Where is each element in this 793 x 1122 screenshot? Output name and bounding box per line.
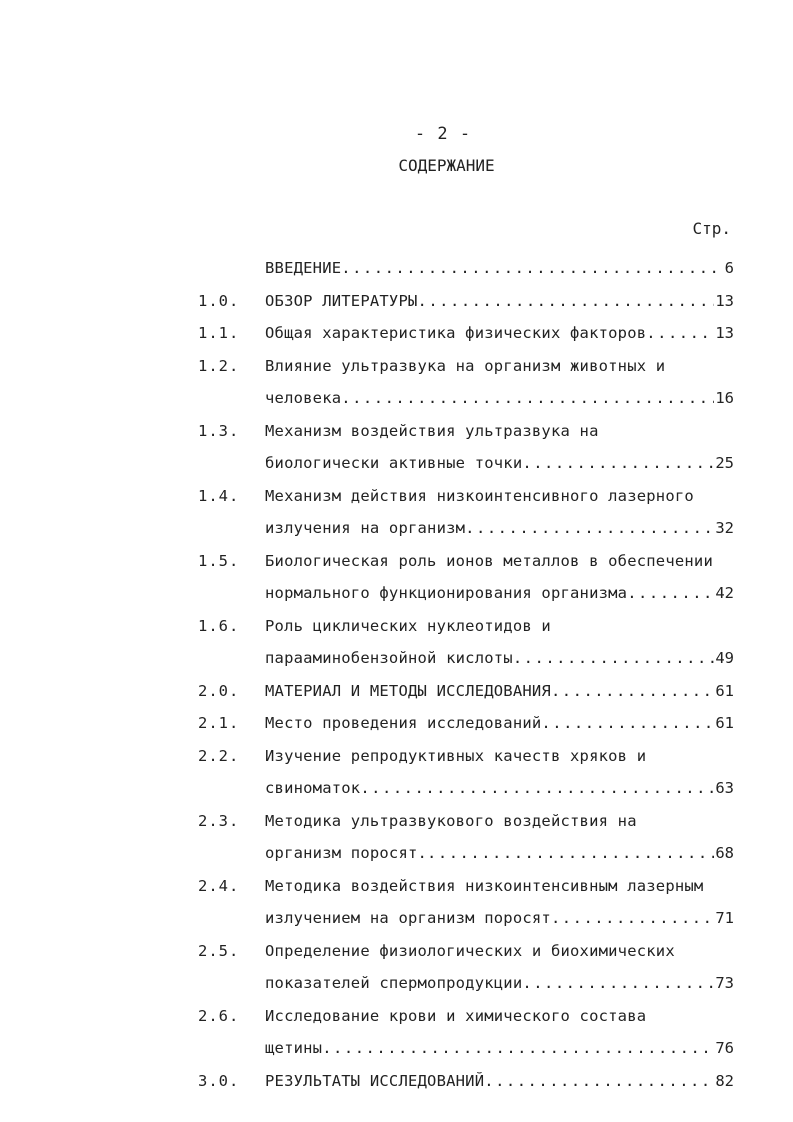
toc-entry-line <box>265 1065 734 1098</box>
toc-entry <box>0 675 793 708</box>
toc-leader-dots <box>341 252 723 285</box>
toc-leader-dots <box>427 837 714 870</box>
toc-entry-page: 68 <box>715 844 734 862</box>
toc-entry-title: Методика ультразвукового воздействия на <box>265 811 637 830</box>
toc-entry-title: организм поросят. <box>265 837 427 870</box>
toc-entry-number: 3.0. <box>198 1071 240 1090</box>
toc-entry-number: 2.1. <box>198 714 240 732</box>
toc-entry <box>0 350 793 415</box>
toc-entry-line <box>265 935 734 968</box>
toc-entry <box>0 317 793 350</box>
toc-entry-number: 1.5. <box>198 551 240 570</box>
toc-entry-line <box>265 512 734 545</box>
toc-entry-number: 1.0. <box>198 291 240 310</box>
toc-leader-dots <box>627 577 714 610</box>
toc-entry-line <box>265 967 734 1000</box>
toc-entry-page: 71 <box>715 909 734 927</box>
toc-entry-page: 16 <box>715 389 734 407</box>
toc-entry-line <box>265 642 734 675</box>
toc-entry-title: Методика воздействия низкоинтенсивным лазерным <box>265 876 704 895</box>
toc-leader-dots <box>484 1065 714 1098</box>
toc-entry-line <box>265 610 734 643</box>
toc-leader-dots <box>322 1032 714 1065</box>
toc-leader-dots <box>465 512 714 545</box>
toc-entry-page: 82 <box>715 1071 734 1090</box>
toc-entry <box>0 480 793 545</box>
toc-entry-line <box>265 577 734 610</box>
toc-entry-number: 2.6. <box>198 1006 240 1025</box>
toc-leader-dots <box>522 447 714 480</box>
toc-entry-title: Изучение репродуктивных качеств хряков и <box>265 746 647 765</box>
toc-entry-line <box>265 545 734 578</box>
toc-leader-dots <box>551 902 714 935</box>
toc-entry-page: 49 <box>715 649 734 667</box>
toc-entry-title: Роль циклических нуклеотидов и <box>265 616 551 635</box>
toc-entry-line <box>265 870 734 903</box>
toc-entry-title: ОБЗОР ЛИТЕРАТУРЫ <box>265 285 418 318</box>
toc-entry-title: МАТЕРИАЛ И МЕТОДЫ ИССЛЕДОВАНИЯ <box>265 675 551 708</box>
toc-entry-page: 73 <box>715 974 734 992</box>
toc-entry <box>0 252 793 285</box>
toc-entry-number: 2.3. <box>198 811 240 830</box>
toc-entry <box>0 935 793 1000</box>
toc-entry <box>0 870 793 935</box>
toc-entry-title: излучения на организм <box>265 512 465 545</box>
toc-entry-page: 32 <box>715 519 734 537</box>
toc-entry <box>0 285 793 318</box>
toc-entry-title: человека <box>265 382 341 415</box>
toc-entry-line <box>265 285 734 318</box>
toc-entry-title: парааминобензойной кислоты <box>265 642 513 675</box>
toc-entry-line <box>265 740 734 773</box>
toc-entry-page: 63 <box>715 779 734 797</box>
toc-entry-title: Место проведения исследований <box>265 707 541 740</box>
toc-leader-dots <box>513 642 715 675</box>
toc-entry-page: 6 <box>724 259 734 277</box>
toc-entry-line <box>265 480 734 513</box>
toc-leader-dots <box>522 967 714 1000</box>
toc-leader-dots <box>646 317 714 350</box>
toc-entry-number: 1.2. <box>198 356 240 375</box>
toc-entry <box>0 1065 793 1098</box>
toc-entry-page: 13 <box>715 324 734 342</box>
toc-entry-line <box>265 1000 734 1033</box>
toc-entry-title: Механизм воздействия ультразвука на <box>265 421 599 440</box>
toc-entry-number: 1.4. <box>198 486 240 505</box>
toc-entry-number: 2.0. <box>198 681 240 700</box>
toc-entry-line <box>265 350 734 383</box>
toc-entry-title: Определение физиологических и биохимических <box>265 941 675 960</box>
toc-entry-line <box>265 447 734 480</box>
toc-leader-dots <box>341 382 714 415</box>
toc-leader-dots <box>551 675 714 708</box>
toc-entry-title: РЕЗУЛЬТАТЫ ИССЛЕДОВАНИЙ <box>265 1065 484 1098</box>
toc-entry <box>0 1000 793 1065</box>
toc-entry-line <box>265 1032 734 1065</box>
toc-entry <box>0 610 793 675</box>
toc-entry-page: 25 <box>715 454 734 472</box>
toc-entry <box>0 707 793 740</box>
toc-entry-title: ВВЕДЕНИЕ <box>265 252 341 285</box>
toc-entry <box>0 545 793 610</box>
toc-entry-line <box>265 707 734 740</box>
toc-entry <box>0 415 793 480</box>
toc-entry-title: показателей спермопродукции <box>265 967 522 1000</box>
page-column-label: Стр. <box>692 219 731 238</box>
toc-entry-line <box>265 382 734 415</box>
toc-entry-title: щетины <box>265 1032 322 1065</box>
toc-entry <box>0 740 793 805</box>
toc-entry-line <box>265 902 734 935</box>
toc-entry <box>0 805 793 870</box>
toc-entry-line <box>265 252 734 285</box>
page-number: - 2 - <box>414 124 472 144</box>
toc-entry-title: свиноматок <box>265 772 360 805</box>
toc-entry-number: 2.5. <box>198 941 240 960</box>
toc-entry-line <box>265 837 734 870</box>
toc-entry-line <box>265 772 734 805</box>
toc-entry-title: Исследование крови и химического состава <box>265 1006 647 1025</box>
toc-entry-title: биологически активные точки <box>265 447 522 480</box>
toc-entry-title: излучением на организм поросят <box>265 902 551 935</box>
toc-entry-page: 42 <box>715 584 734 602</box>
toc-entry-number: 2.4. <box>198 876 240 895</box>
toc-entry-line <box>265 317 734 350</box>
toc-entry-number: 1.1. <box>198 324 240 342</box>
toc-entry-page: 61 <box>715 681 734 700</box>
toc-entry-number: 1.6. <box>198 616 240 635</box>
toc-entry-line <box>265 675 734 708</box>
toc-entry-title: Общая характеристика физических факторов <box>265 317 646 350</box>
toc-entry-title: Механизм действия низкоинтенсивного лазерного <box>265 486 694 505</box>
toc-entry-number: 2.2. <box>198 746 240 765</box>
toc-entry-number: 1.3. <box>198 421 240 440</box>
toc-entry-title: Влияние ультразвука на организм животных и <box>265 356 666 375</box>
table-of-contents <box>0 252 793 1097</box>
toc-entry-page: 13 <box>715 291 734 310</box>
toc-entry-page: 61 <box>715 714 734 732</box>
toc-entry-line <box>265 805 734 838</box>
toc-leader-dots <box>541 707 714 740</box>
page-title: СОДЕРЖАНИЕ <box>398 156 495 175</box>
toc-entry-line <box>265 415 734 448</box>
toc-leader-dots <box>360 772 714 805</box>
toc-entry-page: 76 <box>715 1039 734 1057</box>
toc-leader-dots <box>418 285 715 318</box>
toc-entry-title: нормального функционирования организма <box>265 577 627 610</box>
toc-entry-title: Биологическая роль ионов металлов в обеспечении <box>265 551 713 570</box>
